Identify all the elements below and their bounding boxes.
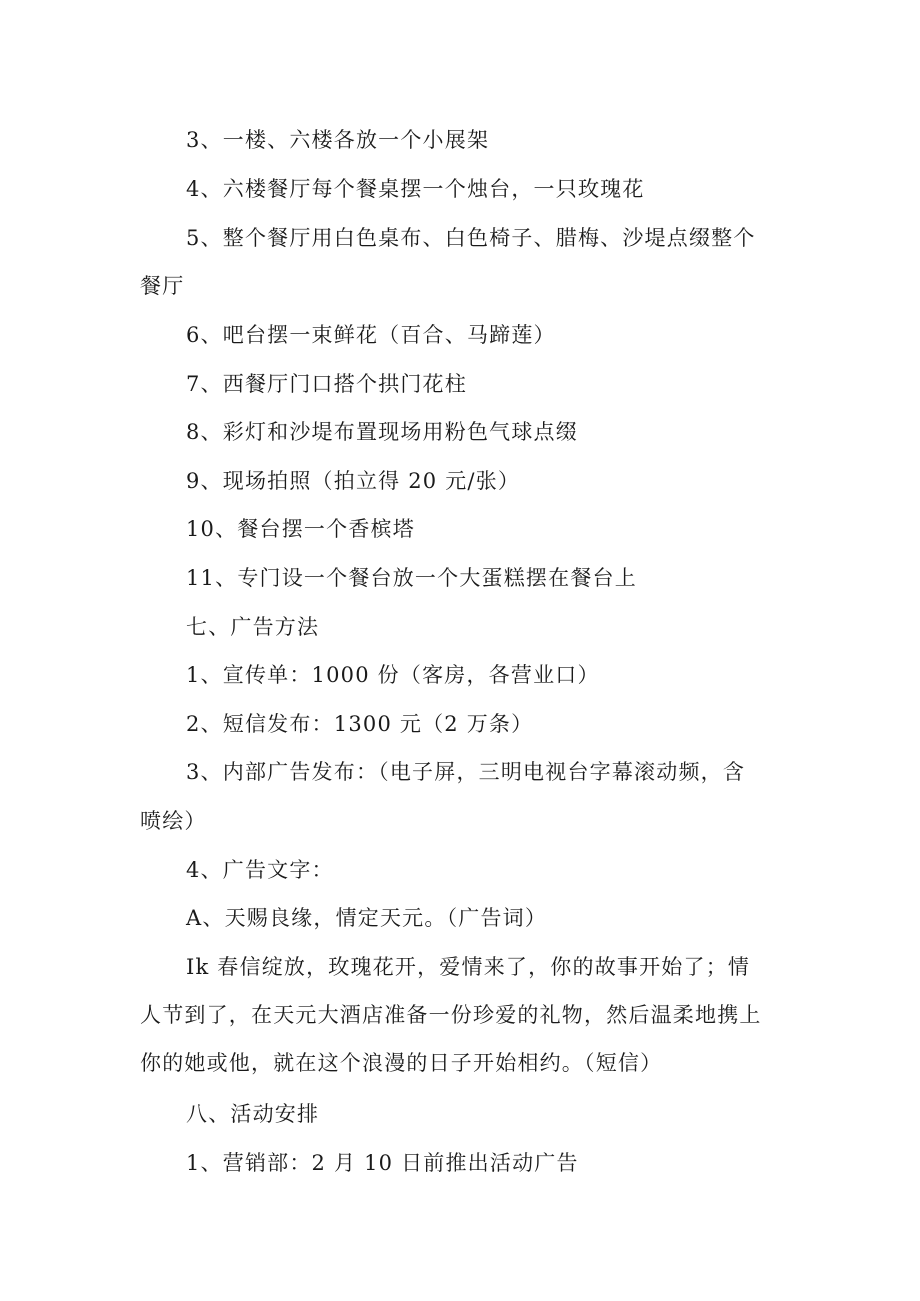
text-line: 2、短信发布：1300 元（2 万条） bbox=[186, 712, 534, 736]
text-line: 7、西餐厅门口搭个拱门花柱 bbox=[186, 372, 467, 396]
text-line: 1、营销部：2 月 10 日前推出活动广告 bbox=[186, 1151, 579, 1175]
text-line: 5、整个餐厅用白色桌布、白色椅子、腊梅、沙堤点缀整个 bbox=[186, 226, 756, 250]
section-heading: 八、活动安排 bbox=[186, 1102, 320, 1126]
text-line: 人节到了，在天元大酒店准备一份珍爱的礼物，然后温柔地携上 bbox=[140, 1003, 762, 1027]
text-line: 餐厅 bbox=[140, 274, 185, 298]
text-line: 1、宣传单：1000 份（客房，各营业口） bbox=[186, 663, 600, 687]
text-line: 8、彩灯和沙堤布置现场用粉色气球点缀 bbox=[186, 420, 578, 444]
text-line: Ik 春信绽放，玫瑰花开，爱情来了，你的故事开始了；情 bbox=[186, 955, 751, 979]
text-line: 3、一楼、六楼各放一个小展架 bbox=[186, 128, 490, 152]
text-line: A、天赐良缘，情定天元。（广告词） bbox=[186, 906, 548, 930]
text-line: 11、专门设一个餐台放一个大蛋糕摆在餐台上 bbox=[186, 566, 637, 590]
text-line: 你的她或他，就在这个浪漫的日子开始相约。（短信） bbox=[140, 1051, 663, 1075]
section-heading: 七、广告方法 bbox=[186, 615, 320, 639]
text-line: 9、现场拍照（拍立得 20 元/张） bbox=[186, 469, 521, 493]
text-line: 4、六楼餐厅每个餐桌摆一个烛台，一只玫瑰花 bbox=[186, 177, 645, 201]
text-line: 喷绘） bbox=[140, 809, 207, 833]
text-line: 10、餐台摆一个香槟塔 bbox=[186, 517, 415, 541]
text-line: 6、吧台摆一束鲜花（百合、马蹄莲） bbox=[186, 323, 556, 347]
text-line: 3、内部广告发布：（电子屏，三明电视台字幕滚动频，含 bbox=[186, 760, 746, 784]
text-line: 4、广告文字： bbox=[186, 858, 334, 882]
